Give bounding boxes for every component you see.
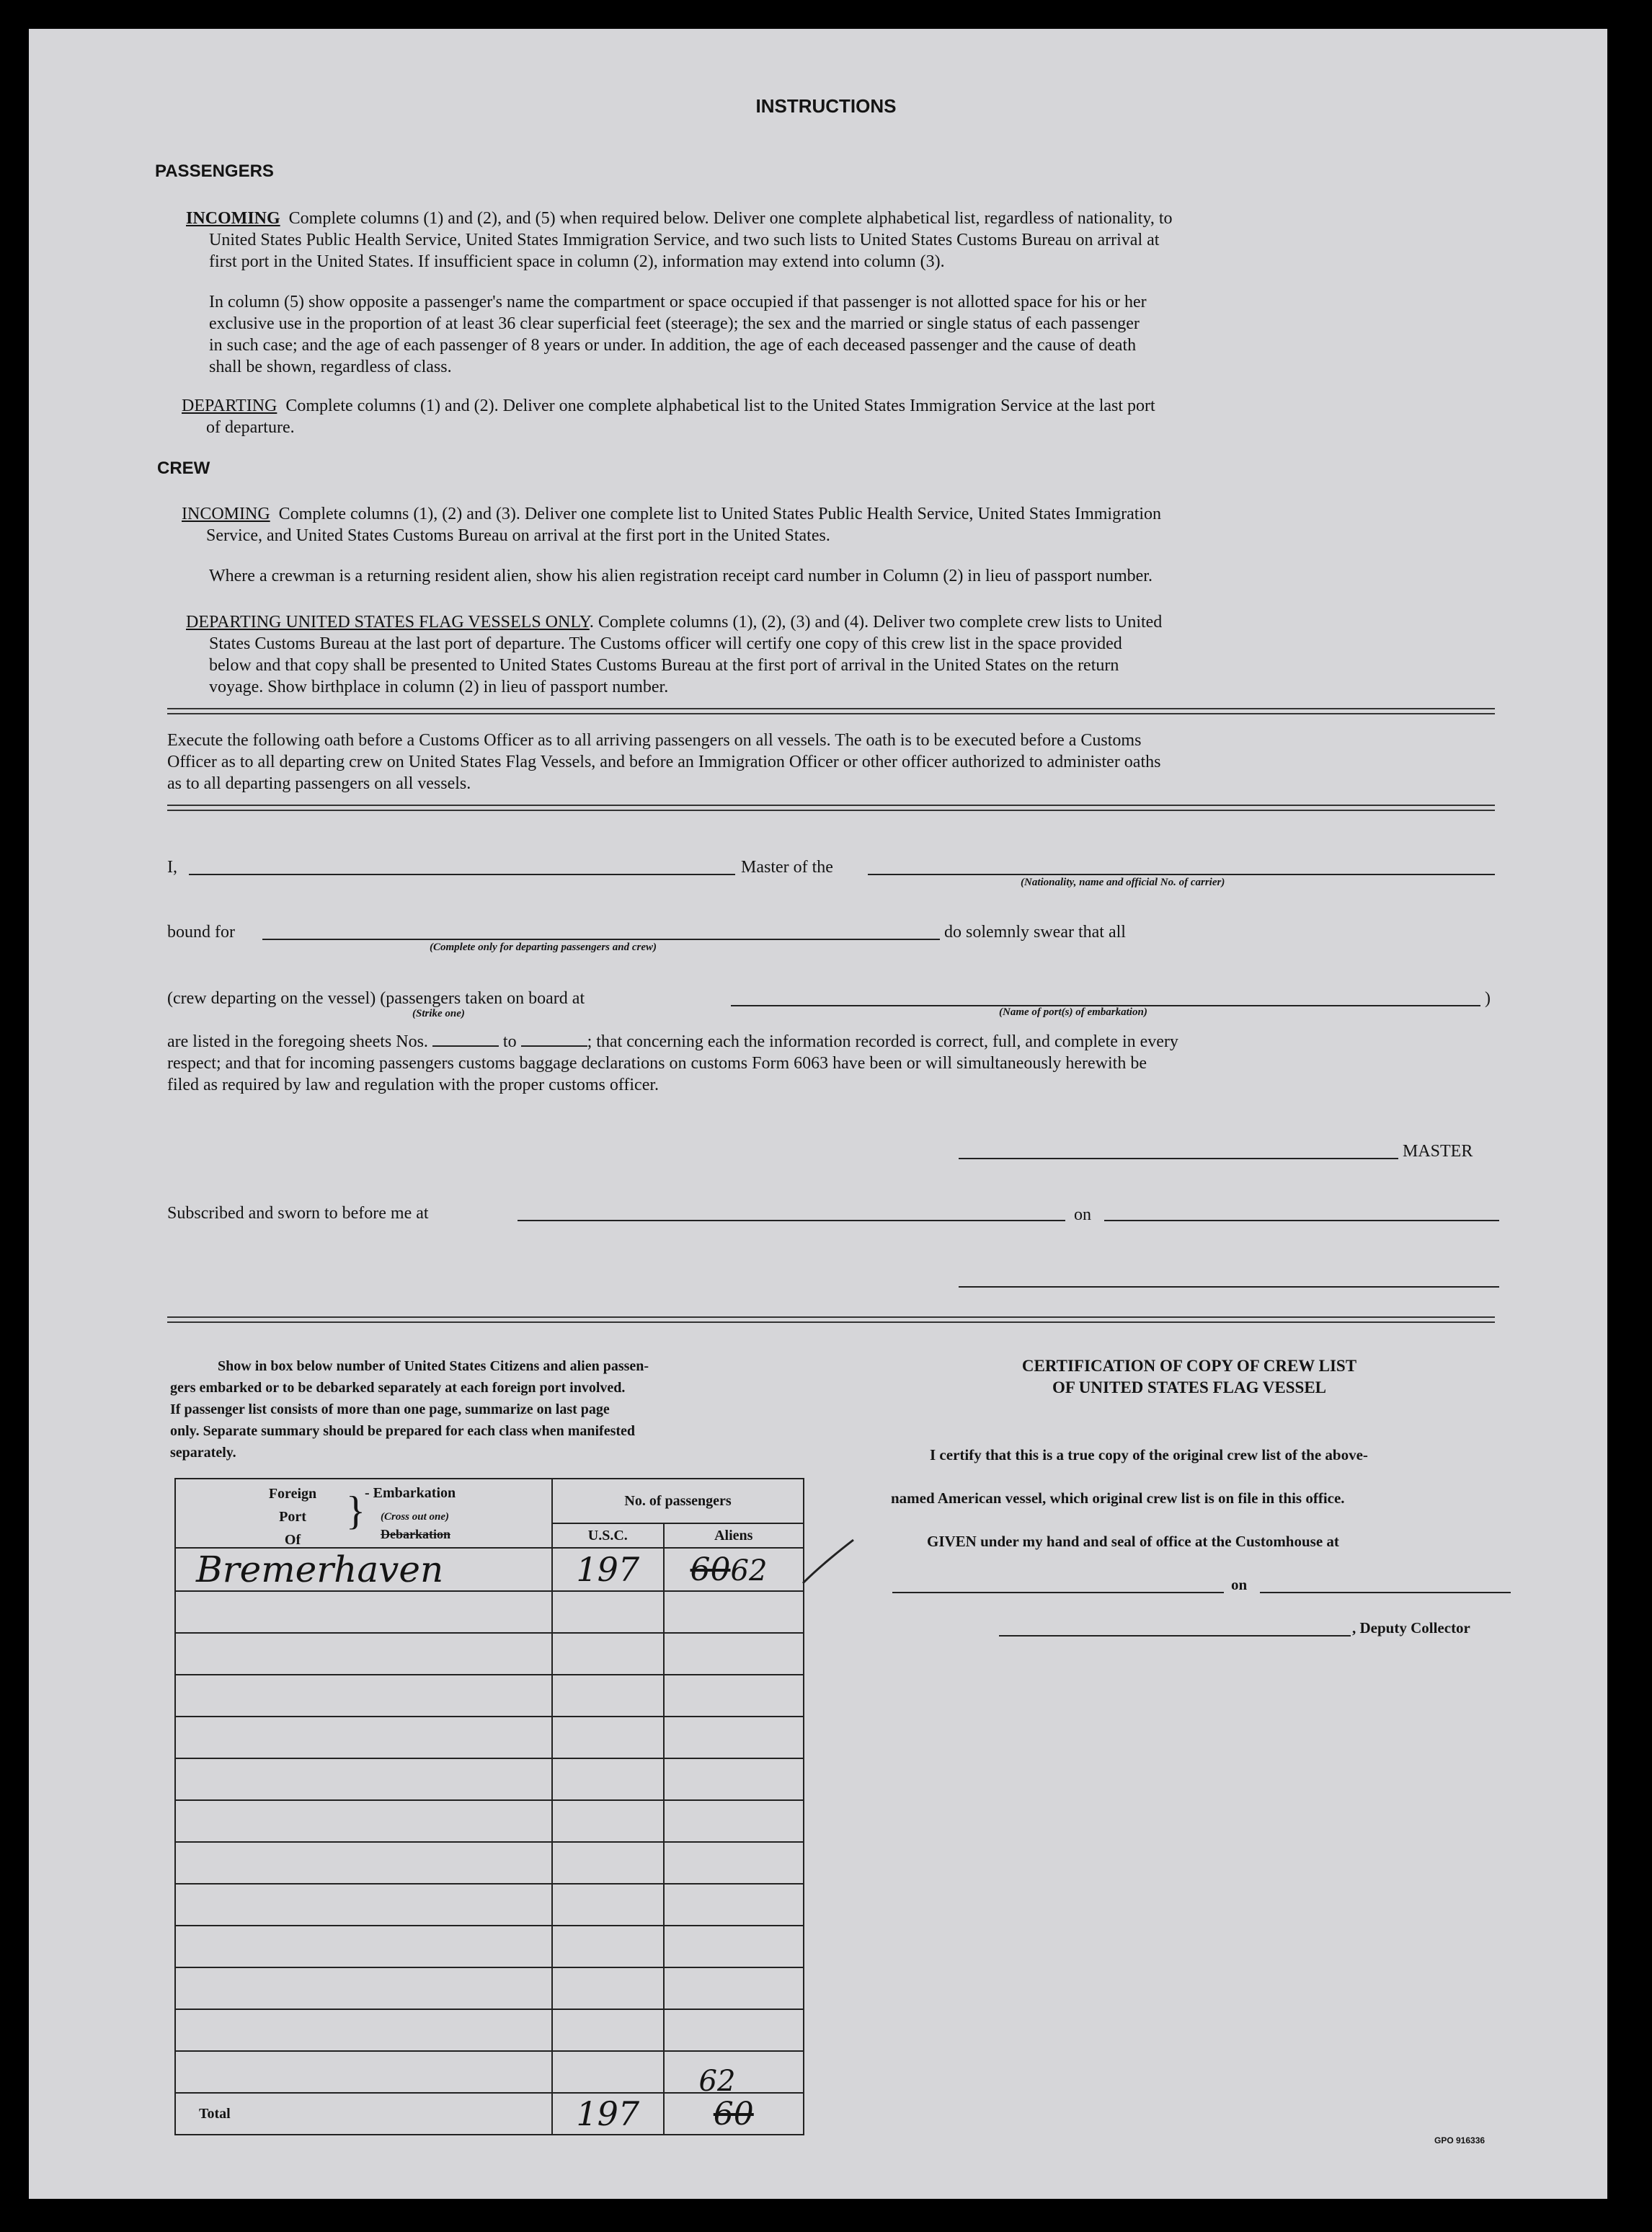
page-title: INSTRUCTIONS [755, 95, 897, 117]
aliens-corrected-value: 62 [730, 1554, 768, 1587]
table-row [175, 1675, 804, 1717]
strike-one-caption: (Strike one) [412, 1008, 465, 1019]
certification-text-1: I certify that this is a true copy of the original crew list of the above- [930, 1446, 1368, 1463]
total-usc-handwritten: 197 [576, 2094, 640, 2133]
subscribed-label: Subscribed and sworn to before me at [167, 1204, 429, 1223]
oath-instruction-line-1: Execute the following oath before a Customs Officer as to all arriving passengers on all vessels. The oath is to be executed before a Customs [167, 731, 1142, 750]
table-row [175, 1884, 804, 1926]
handwritten-check-icon [800, 1536, 858, 1593]
table-row [175, 1591, 804, 1633]
subscribed-date-field[interactable] [1104, 1220, 1499, 1221]
crew-departing-line-4: voyage. Show birthplace in column (2) in lieu of passport number. [209, 678, 669, 696]
total-aliens-cell[interactable] [664, 2065, 804, 2135]
certification-text-3: GIVEN under my hand and seal of office at the Customhouse at [927, 1533, 1339, 1550]
nationality-caption: (Nationality, name and official No. of carrier) [1021, 877, 1225, 888]
column5-line-3: in such case; and the age of each passenger of 8 years or under. In addition, the age of each deceased passenger and the cause of death [209, 336, 1137, 355]
crew-incoming-label: INCOMING [182, 505, 270, 523]
oath-instruction-line-2: Officer as to all departing crew on United States Flag Vessels, and before an Immigration Officer or other officer authorized to administer oaths [167, 753, 1161, 771]
carrier-field[interactable] [868, 874, 1495, 875]
deputy-collector-label: , Deputy Collector [1352, 1619, 1470, 1637]
usc-header: U.S.C. [552, 1523, 663, 1548]
bound-for-field[interactable] [262, 939, 940, 940]
certification-text-2: named American vessel, which original crew list is on file in this office. [891, 1489, 1345, 1507]
table-row [175, 1842, 804, 1884]
total-usc-cell[interactable] [552, 2093, 663, 2135]
table-row [175, 1717, 804, 1758]
ports-caption: (Name of port(s) of embarkation) [999, 1006, 1147, 1018]
no-of-passengers-header: No. of passengers [552, 1479, 804, 1523]
port-handwritten: Bremerhaven [196, 1549, 444, 1590]
footer-code: GPO 916336 [1434, 2135, 1486, 2145]
brace-icon: } [346, 1489, 365, 1533]
passengers-departing-label: DEPARTING [182, 397, 277, 415]
embarkation-label: - Embarkation [365, 1485, 456, 1501]
certification-heading: CERTIFICATION OF COPY OF CREW LIST OF UNITED STATES FLAG VESSEL [1021, 1357, 1357, 1396]
table-row [175, 1926, 804, 1967]
crew-departing-line-1: DEPARTING UNITED STATES FLAG VESSELS ONLY. Complete columns (1), (2), (3) and (4). Deliver two complete crew lists to United [186, 613, 1163, 632]
swear-label: do solemnly swear that all [944, 923, 1126, 942]
certification-place-field[interactable] [892, 1592, 1224, 1593]
usc-cell[interactable] [552, 1548, 663, 1591]
summary-note: Show in box below number of United States Citizens and alien passen- gers embarked or to be debarked separately at each foreign port involved. If passenger list consists of more than one page, summarize on last page only. Separate summary should be prepared for each class when manifested separately. [170, 1358, 649, 1461]
table-row [175, 2009, 804, 2051]
master-of-the-label: Master of the [741, 858, 833, 877]
column5-line-4: shall be shown, regardless of class. [209, 358, 452, 376]
crew-heading: CREW [157, 459, 210, 478]
total-label: Total [175, 2093, 552, 2135]
table-row [175, 1800, 804, 1842]
crew-departing-line-3: below and that copy shall be presented to United States Customs Bureau at the first port of arrival in the United States on the return [209, 656, 1119, 675]
passengers-incoming-line-2: United States Public Health Service, United States Immigration Service, and two such lists to United States Customs Bureau on arrival at [209, 231, 1160, 249]
debarkation-label: Debarkation [381, 1527, 451, 1541]
table-row [175, 1633, 804, 1675]
oath-instruction-line-3: as to all departing passengers on all vessels. [167, 774, 471, 793]
aliens-header: Aliens [664, 1523, 804, 1548]
listed-line-2: respect; and that for incoming passengers customs baggage declarations on customs Form 6063 have been or will simultaneously herewith be [167, 1054, 1147, 1073]
total-row [175, 2093, 804, 2135]
passengers-incoming-label: INCOMING [186, 209, 280, 228]
listed-line-1: are listed in the foregoing sheets Nos. to ; that concerning each the information recorded is correct, full, and complete in every [167, 1032, 1178, 1051]
close-paren: ) [1485, 989, 1491, 1008]
bound-for-label: bound for [167, 923, 235, 942]
aliens-cell[interactable] [664, 1548, 804, 1591]
sheet-from-field[interactable] [432, 1031, 499, 1047]
passengers-heading: PASSENGERS [155, 161, 274, 181]
passengers-incoming-line-1: INCOMING Complete columns (1) and (2), and (5) when required below. Deliver one complete alphabetical list, regardless of nationality, to [186, 209, 1173, 228]
listed-line-3: filed as required by law and regulation with the proper customs officer. [167, 1076, 660, 1094]
crew-departing-line-2: States Customs Bureau at the last port of departure. The Customs officer will certify one copy of this crew list in the space provided [209, 634, 1122, 653]
passengers-departing-line-1: DEPARTING Complete columns (1) and (2). Deliver one complete alphabetical list to the United States Immigration Service at the last port [182, 397, 1155, 415]
aliens-struck-value: 60 [690, 1551, 731, 1588]
deputy-collector-signature-field[interactable] [999, 1635, 1351, 1637]
master-name-field[interactable] [189, 874, 735, 875]
sheet-to-field[interactable] [521, 1031, 587, 1047]
passenger-summary-table [174, 1478, 804, 2135]
certification-on-label: on [1231, 1576, 1248, 1593]
column5-line-1: In column (5) show opposite a passenger's name the compartment or space occupied if that passenger is not allotted space for his or her [209, 293, 1147, 311]
subscribed-place-field[interactable] [518, 1220, 1065, 1221]
crew-departing-label: (crew departing on the vessel) (passengers taken on board at [167, 989, 585, 1008]
section-divider [167, 805, 1495, 811]
master-signature-field[interactable] [959, 1158, 1398, 1159]
crew-incoming-line-2: Service, and United States Customs Bureau on arrival at the first port in the United States. [206, 526, 830, 545]
total-aliens-corrected-value: 62 [698, 2065, 736, 2098]
complete-only-caption: (Complete only for departing passengers and crew) [430, 942, 657, 953]
certification-date-field[interactable] [1260, 1592, 1511, 1593]
usc-handwritten: 197 [576, 1550, 640, 1589]
section-divider [167, 708, 1495, 714]
total-aliens-struck-value: 60 [713, 2095, 754, 2133]
passengers-incoming-line-3: first port in the United States. If insufficient space in column (2), information may extend into column (3). [209, 252, 945, 271]
crew-departing-label: DEPARTING UNITED STATES FLAG VESSELS ONLY [186, 613, 590, 632]
port-cell[interactable] [175, 1548, 552, 1591]
table-row [175, 1548, 804, 1591]
crew-incoming-line-1: INCOMING Complete columns (1), (2) and (3). Deliver one complete list to United States Public Health Service, United States Immigration [182, 505, 1162, 523]
cross-out-one-caption: (Cross out one) [381, 1511, 450, 1523]
column5-line-2: exclusive use in the proportion of at least 36 clear superficial feet (steerage); the sex and the married or single status of each passenger [209, 314, 1140, 333]
table-row [175, 1758, 804, 1800]
subscribed-on-label: on [1074, 1205, 1091, 1224]
master-label: MASTER [1403, 1142, 1473, 1161]
crew-resident-alien-text: Where a crewman is a returning resident alien, show his alien registration receipt card number in Column (2) in lieu of passport number. [209, 567, 1153, 585]
passengers-departing-line-2: of departure. [206, 418, 295, 437]
port-header-cell: Foreign Port Of } - Embarkation (Cross out one) Debarkation [175, 1479, 552, 1548]
section-divider [167, 1316, 1495, 1323]
officer-signature-field[interactable] [959, 1286, 1499, 1288]
oath-i: I, [167, 858, 177, 877]
table-row [175, 1967, 804, 2009]
